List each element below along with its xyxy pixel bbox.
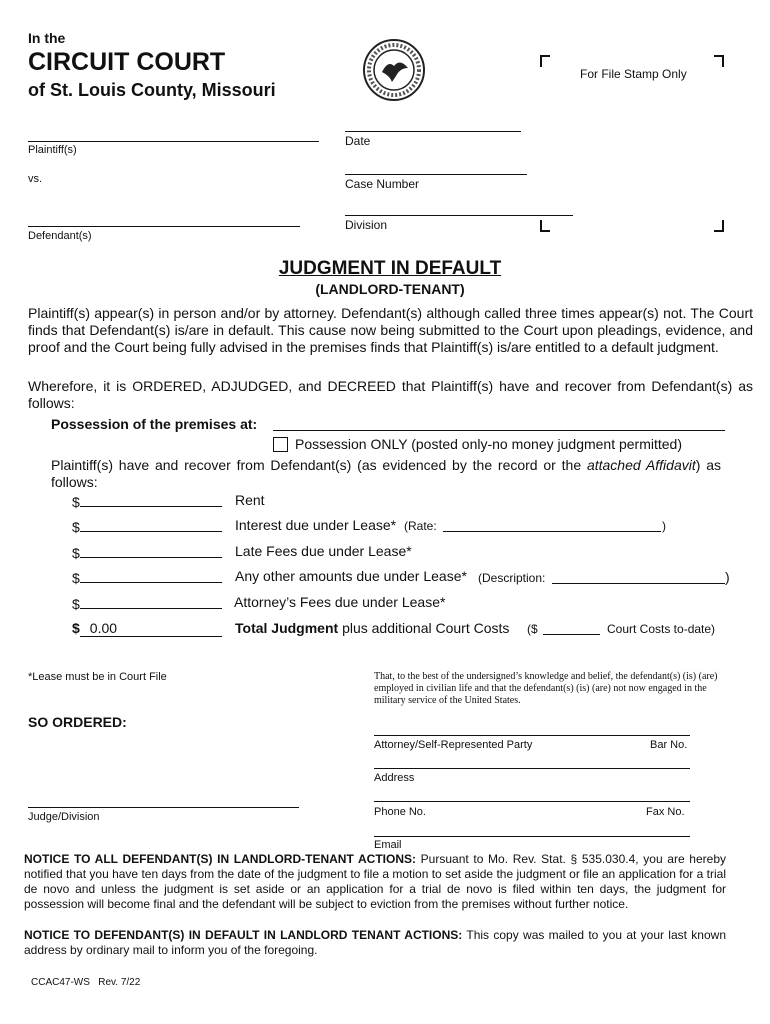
defendant-label: Defendant(s) xyxy=(28,230,92,242)
judge-signature-line[interactable] xyxy=(28,807,299,808)
attorney-signature-line[interactable] xyxy=(374,735,690,736)
date-line[interactable] xyxy=(345,131,521,132)
court-costs-prefix: ($ xyxy=(527,622,538,636)
division-label: Division xyxy=(345,218,388,232)
interest-row xyxy=(72,517,222,535)
currency-sign: $ xyxy=(72,596,80,612)
description-label: (Description: xyxy=(478,571,546,585)
court-costs-label: Court Costs to-date) xyxy=(607,622,716,636)
stamp-corner-br xyxy=(714,220,724,232)
email-label: Email xyxy=(374,839,402,851)
rent-amount-field[interactable] xyxy=(80,492,222,507)
total-label-group xyxy=(235,620,509,636)
address-line[interactable] xyxy=(374,768,690,769)
interest-amount-field[interactable] xyxy=(80,517,222,532)
recover-prefix: Plaintiff(s) have and recover from Defendant(s) (as evidenced by the record or the xyxy=(51,457,587,473)
recover-suffix: ) as follows: xyxy=(51,457,722,490)
total-judgment-label: Total Judgment xyxy=(235,620,339,636)
notice-default-defendants xyxy=(24,928,726,958)
late-fees-amount-field[interactable] xyxy=(80,543,222,558)
possession-only-label: Possession ONLY (posted only-no money judgment permitted) xyxy=(295,436,683,452)
stamp-corner-tl xyxy=(540,55,550,67)
military-statement: That, to the best of the undersigned’s knowledge and belief, the defendant(s) (is) (are) employed in civilian life and that the defendant(s) (is) (are) not now engaged in the military service of the United States. xyxy=(374,671,718,706)
bar-no-label: Bar No. xyxy=(650,739,688,751)
case-number-line[interactable] xyxy=(345,174,527,175)
attached-affidavit-text: attached Affidavit xyxy=(586,457,696,473)
stamp-corner-bl xyxy=(540,220,550,232)
so-ordered-label: SO ORDERED: xyxy=(28,714,127,730)
attorney-fees-amount-field[interactable] xyxy=(80,594,222,609)
premises-address-line[interactable] xyxy=(273,430,725,431)
fax-label: Fax No. xyxy=(646,806,685,818)
court-costs-field[interactable] xyxy=(543,634,600,635)
recover-paragraph xyxy=(51,457,721,491)
date-label: Date xyxy=(345,134,371,148)
interest-label: Interest due under Lease* xyxy=(235,517,397,533)
defendant-line[interactable] xyxy=(28,226,300,227)
total-suffix: plus additional Court Costs xyxy=(342,620,510,636)
possession-only-checkbox[interactable] xyxy=(273,437,288,452)
document-title: JUDGMENT IN DEFAULT xyxy=(278,258,502,279)
currency-sign: $ xyxy=(72,494,80,510)
notice-all-defendants xyxy=(24,852,726,912)
rent-label: Rent xyxy=(235,492,265,508)
notice1-title: NOTICE TO ALL DEFENDANT(S) IN LANDLORD-TENANT ACTIONS: xyxy=(24,852,416,866)
notice2-title: NOTICE TO DEFENDANT(S) IN DEFAULT IN LANDLORD TENANT ACTIONS: xyxy=(24,928,463,942)
attorney-fees-row xyxy=(72,594,222,612)
currency-sign: $ xyxy=(72,545,80,561)
late-fees-label: Late Fees due under Lease* xyxy=(235,543,412,559)
judge-division-label: Judge/Division xyxy=(28,811,100,823)
currency-sign: $ xyxy=(72,570,80,586)
address-label: Address xyxy=(374,772,415,784)
other-amounts-row xyxy=(72,568,222,586)
rate-close-paren: ) xyxy=(662,519,666,533)
county-name: of St. Louis County, Missouri xyxy=(28,80,276,100)
ordered-paragraph: Wherefore, it is ORDERED, ADJUDGED, and DECREED that Plaintiff(s) have and recover from Defendant(s) as follows: xyxy=(28,378,753,411)
description-close-paren: ) xyxy=(725,569,730,585)
vs-label: vs. xyxy=(28,173,43,185)
form-id: CCAC47-WS Rev. 7/22 xyxy=(31,977,141,988)
rate-field[interactable] xyxy=(443,531,661,532)
court-name: CIRCUIT COURT xyxy=(28,48,226,76)
notice1-text: Pursuant to Mo. Rev. Stat. § 535.030.4, you are hereby notified that you have ten days from the date of the judgment to file a motion to set aside the judgment or file an application for a trial de novo and unless the judgment is set aside or an application for a trial de novo is filed within ten days, the judgment for possession will become final and the defendant will be subject to eviction from the premises without further notice. xyxy=(24,852,726,911)
other-amounts-label: Any other amounts due under Lease* xyxy=(235,568,467,584)
document-subtitle: (LANDLORD-TENANT) xyxy=(315,281,465,297)
court-seal-icon xyxy=(362,38,426,107)
rent-row xyxy=(72,492,222,510)
currency-sign: $ xyxy=(72,620,80,636)
currency-sign: $ xyxy=(72,519,80,535)
other-amount-field[interactable] xyxy=(80,568,222,583)
header-in-the: In the xyxy=(28,30,66,46)
possession-label: Possession of the premises at: xyxy=(51,416,258,432)
stamp-corner-tr xyxy=(714,55,724,67)
rate-label: (Rate: xyxy=(404,519,437,533)
finding-paragraph: Plaintiff(s) appear(s) in person and/or by attorney. Defendant(s) although called three times appear(s) not. The Court finds that Defendant(s) is/are in default. This cause now being submitted to the Court upon pleadings, evidence, and proof and the Court being fully advised in the premises finds that Plaintiff(s) is/are entitled to a default judgment. xyxy=(28,305,753,355)
phone-label: Phone No. xyxy=(374,806,426,818)
lease-note: *Lease must be in Court File xyxy=(28,671,167,683)
file-stamp-label: For File Stamp Only xyxy=(580,67,687,81)
plaintiff-line[interactable] xyxy=(28,141,319,142)
total-amount-field[interactable]: 0.00 xyxy=(80,620,222,637)
attorney-label: Attorney/Self-Represented Party xyxy=(374,739,533,751)
notice2-text: This copy was mailed to you at your last known address by ordinary mail to inform you of the foregoing. xyxy=(24,928,726,957)
case-number-label: Case Number xyxy=(345,177,420,191)
phone-fax-line[interactable] xyxy=(374,801,690,802)
late-fees-row xyxy=(72,543,222,561)
total-row xyxy=(72,620,222,637)
email-line[interactable] xyxy=(374,836,690,837)
plaintiff-label: Plaintiff(s) xyxy=(28,144,77,156)
attorney-fees-label: Attorney’s Fees due under Lease* xyxy=(234,594,446,610)
description-field[interactable] xyxy=(552,583,725,584)
division-line[interactable] xyxy=(345,215,573,216)
